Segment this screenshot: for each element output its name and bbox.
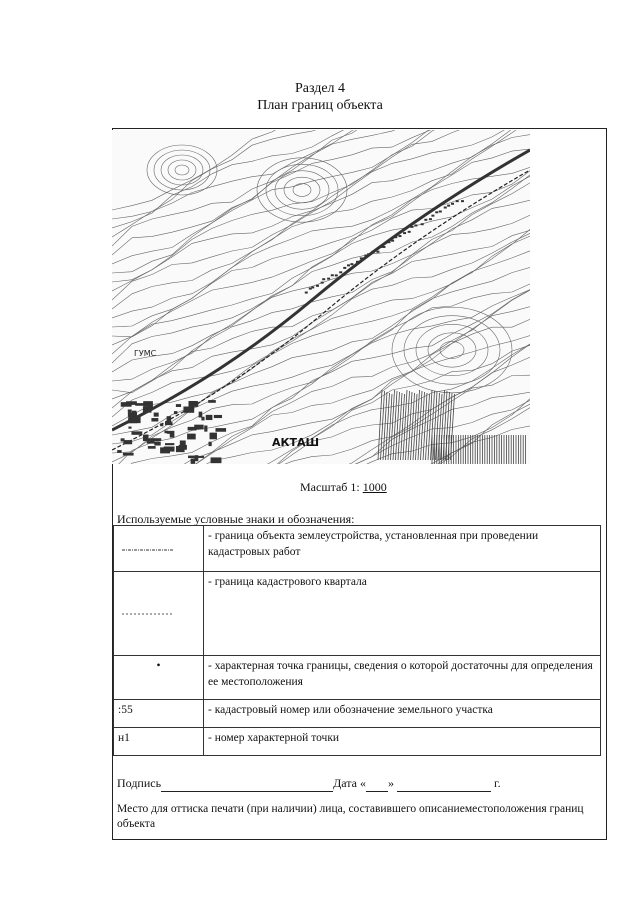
building-block — [210, 433, 217, 440]
building-block — [151, 418, 158, 421]
place-label-gums: ГУМС — [134, 349, 157, 358]
building-block — [167, 416, 172, 423]
building-block — [128, 427, 131, 429]
building-block — [327, 278, 330, 280]
building-block — [350, 263, 353, 265]
signature-blank — [161, 776, 333, 792]
building-block — [331, 274, 334, 276]
dash-dot-line-icon — [118, 528, 178, 558]
contour-line — [112, 235, 530, 435]
building-block — [394, 236, 397, 238]
building-block — [431, 215, 434, 217]
building-block — [123, 453, 134, 456]
building-block — [398, 235, 401, 237]
scale-line — [300, 480, 387, 495]
hill-contour — [293, 184, 311, 197]
building-block — [391, 240, 394, 242]
building-block — [439, 210, 442, 212]
hill-contour — [428, 333, 476, 367]
building-block — [131, 431, 142, 434]
building-block — [180, 440, 186, 447]
legend-symbol-object-boundary — [114, 526, 204, 572]
hill-contour — [147, 145, 217, 195]
legend-text: - номер характерной точки — [204, 728, 601, 756]
building-block — [408, 231, 411, 233]
building-block — [376, 251, 379, 253]
contour-line — [112, 182, 530, 381]
contour-line — [112, 426, 530, 465]
legend-text: - граница кадастрового квартала — [204, 572, 601, 656]
legend-table — [113, 525, 601, 756]
building-block — [117, 450, 121, 453]
legend-text: - характерная точка границы, сведения о которой достаточны для определения ее местоположения — [204, 656, 601, 700]
building-block — [183, 407, 194, 413]
building-block — [188, 427, 197, 431]
building-block — [403, 232, 406, 234]
building-block — [147, 438, 155, 443]
scale-label: Масштаб 1: — [300, 480, 360, 494]
contour-line — [112, 173, 530, 372]
building-block — [143, 407, 152, 413]
hill-contour — [154, 150, 210, 190]
contour-line — [112, 230, 530, 408]
building-block — [160, 447, 170, 453]
building-block — [364, 255, 367, 257]
building-block — [360, 257, 363, 259]
stamp-note: Место для оттиска печати (при наличии) лица, составившего описаниеместоположения границ объекта — [117, 803, 584, 830]
building-block — [211, 457, 222, 463]
building-block — [387, 241, 390, 243]
legend-title: Используемые условные знаки и обозначения: — [117, 512, 355, 526]
building-block — [195, 404, 198, 407]
building-block — [429, 218, 432, 220]
contour-line — [112, 399, 530, 464]
month-blank — [397, 776, 491, 792]
contour-line — [112, 130, 530, 291]
hill-contour — [161, 155, 203, 185]
legend-symbol-quarter-boundary — [114, 572, 204, 656]
contour-line — [112, 356, 530, 464]
building-block — [128, 421, 137, 423]
contour-line — [112, 392, 530, 464]
building-block — [204, 425, 207, 431]
signature-label: Подпись — [117, 776, 162, 790]
contour-line — [112, 130, 530, 282]
hill-contour — [404, 316, 500, 385]
building-block — [174, 411, 177, 414]
building-block — [414, 224, 417, 226]
building-block — [176, 404, 181, 407]
building-block — [382, 246, 385, 248]
hill-contour — [284, 177, 320, 203]
scale-value: 1000 — [362, 480, 387, 494]
building-block — [424, 219, 427, 221]
page-title: План границ объекта — [257, 98, 383, 113]
road-band — [112, 150, 530, 430]
hill-contour — [168, 160, 196, 180]
building-block — [371, 251, 374, 253]
hill-contour — [175, 165, 189, 175]
building-block — [435, 211, 438, 213]
building-block — [206, 415, 213, 420]
legend-row — [114, 728, 601, 756]
building-block — [461, 200, 464, 202]
building-block — [421, 223, 424, 225]
legend-row — [114, 526, 601, 572]
topographic-map — [112, 130, 530, 464]
building-block — [347, 264, 350, 266]
building-block — [311, 286, 314, 288]
contour-line — [112, 267, 530, 453]
building-block — [188, 456, 195, 459]
building-block — [356, 261, 359, 263]
building-block — [132, 411, 137, 414]
legend-row — [114, 656, 601, 700]
year-suffix: г. — [494, 776, 501, 790]
legend-text: - кадастровый номер или обозначение земельного участка — [204, 700, 601, 728]
contour-line — [112, 130, 530, 219]
legend-row — [114, 700, 601, 728]
building-block — [154, 413, 159, 417]
hill-contour — [266, 164, 338, 215]
hill-contour — [275, 171, 329, 210]
legend-text: - граница объекта землеустройства, установленная при проведении кадастровых работ — [204, 526, 601, 572]
contour-line — [112, 214, 530, 399]
building-block — [160, 423, 163, 426]
building-block — [148, 446, 156, 449]
building-block — [167, 431, 171, 434]
building-block — [123, 440, 132, 444]
building-block — [456, 200, 459, 202]
building-block — [126, 401, 137, 405]
legend-symbol-cadastral-number: :55 — [114, 700, 204, 728]
legend-row — [114, 572, 601, 656]
building-block — [143, 401, 153, 406]
building-block — [335, 274, 338, 276]
building-block — [136, 417, 140, 423]
legend-symbol-point: • — [114, 656, 204, 700]
building-block — [410, 226, 413, 228]
building-block — [367, 253, 370, 255]
building-block — [199, 412, 203, 418]
hill-contour — [416, 324, 488, 375]
building-block — [209, 442, 212, 446]
building-block — [444, 207, 447, 209]
dashed-line-icon — [118, 574, 178, 634]
contour-line — [112, 250, 530, 444]
building-block — [447, 205, 450, 207]
section-heading: Раздел 4 — [294, 81, 346, 96]
building-block — [322, 278, 325, 280]
topo-map-drawing — [112, 130, 530, 464]
building-block — [165, 443, 174, 445]
building-block — [208, 400, 216, 403]
contour-line — [112, 397, 530, 464]
building-block — [191, 459, 196, 464]
building-block — [187, 434, 196, 440]
signature-line — [117, 776, 501, 792]
building-block — [214, 415, 222, 418]
legend-symbol-point-number: н1 — [114, 728, 204, 756]
contour-line — [112, 200, 530, 393]
building-block — [321, 282, 324, 284]
building-block — [451, 203, 454, 205]
building-block — [343, 267, 346, 269]
place-label-aktash: АКТАШ — [272, 436, 320, 449]
day-blank — [366, 776, 388, 792]
contour-line — [112, 134, 530, 327]
building-block — [215, 428, 226, 432]
date-mid: » — [388, 776, 394, 790]
building-block — [128, 409, 132, 412]
building-block — [154, 442, 160, 446]
building-block — [305, 292, 308, 294]
date-label: Дата « — [333, 776, 366, 790]
building-block — [339, 271, 342, 273]
building-block — [316, 285, 319, 287]
building-block — [195, 455, 199, 461]
contour-line — [112, 306, 530, 464]
